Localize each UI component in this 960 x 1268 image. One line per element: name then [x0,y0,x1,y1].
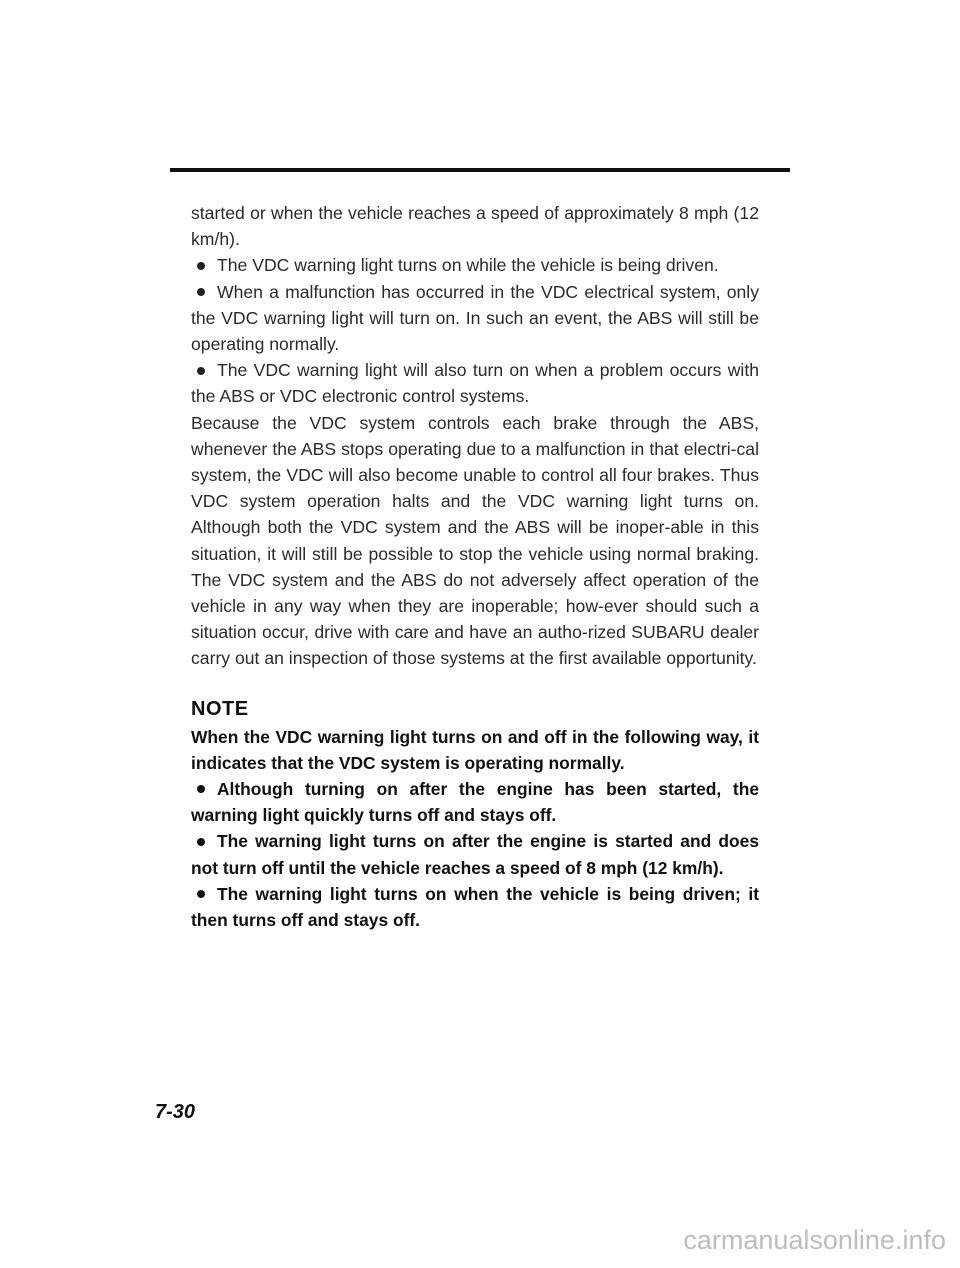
watermark-text: carmanualsonline.info [683,1225,946,1255]
body-section [191,200,759,672]
bullet-icon [197,785,205,793]
body-bullet-item: The VDC warning light turns on while the vehicle is being driven. [191,252,759,278]
body-bullet-item: The VDC warning light will also turn on when a problem occurs with the ABS or VDC electronic control systems. [191,360,759,407]
page-number: 7-30 [155,1101,196,1123]
note-bullet-item: Although turning on after the engine has been started, the warning light quickly turns off and stays off. [191,779,759,826]
bullet-icon [197,367,205,375]
bullet-icon [197,288,205,296]
top-rule [170,168,790,172]
note-paragraph: When the VDC warning light turns on and off in the following way, it indicates that the VDC system is operating normally. [191,726,759,773]
body-paragraph-continuation: started or when the vehicle reaches a speed of approximately 8 mph (12 km/h). [191,203,759,250]
bullet-icon [197,838,205,846]
body-bullet-item: When a malfunction has occurred in the VDC electrical system, only the VDC warning light will turn on. In such an event, the ABS will still be operating normally. [191,281,759,355]
note-heading: NOTE [191,697,249,720]
bullet-icon [197,262,205,270]
note-bullet-item: The warning light turns on after the engine is started and does not turn off until the vehicle reaches a speed of 8 mph (12 km/h). [191,831,759,878]
note-section [191,694,759,934]
page-content [191,200,759,933]
body-paragraph: Because the VDC system controls each brake through the ABS, whenever the ABS stops operating due to a malfunction in that electri-cal system, the VDC will also become unable to control all four brakes. Thus VDC system operation halts and the VDC warning light turns on. Although both the VDC system and the ABS will be inoper-able in this situation, it will still be possible to stop the vehicle using normal braking. The VDC system and the ABS do not adversely affect operation of the vehicle in any way when they are inoperable; how-ever should such a situation occur, drive with care and have an autho-rized SUBARU dealer carry out an inspection of those systems at the first available opportunity. [191,412,759,669]
bullet-icon [197,890,205,898]
note-bullet-item: The warning light turns on when the vehicle is being driven; it then turns off and stays off. [191,883,759,931]
